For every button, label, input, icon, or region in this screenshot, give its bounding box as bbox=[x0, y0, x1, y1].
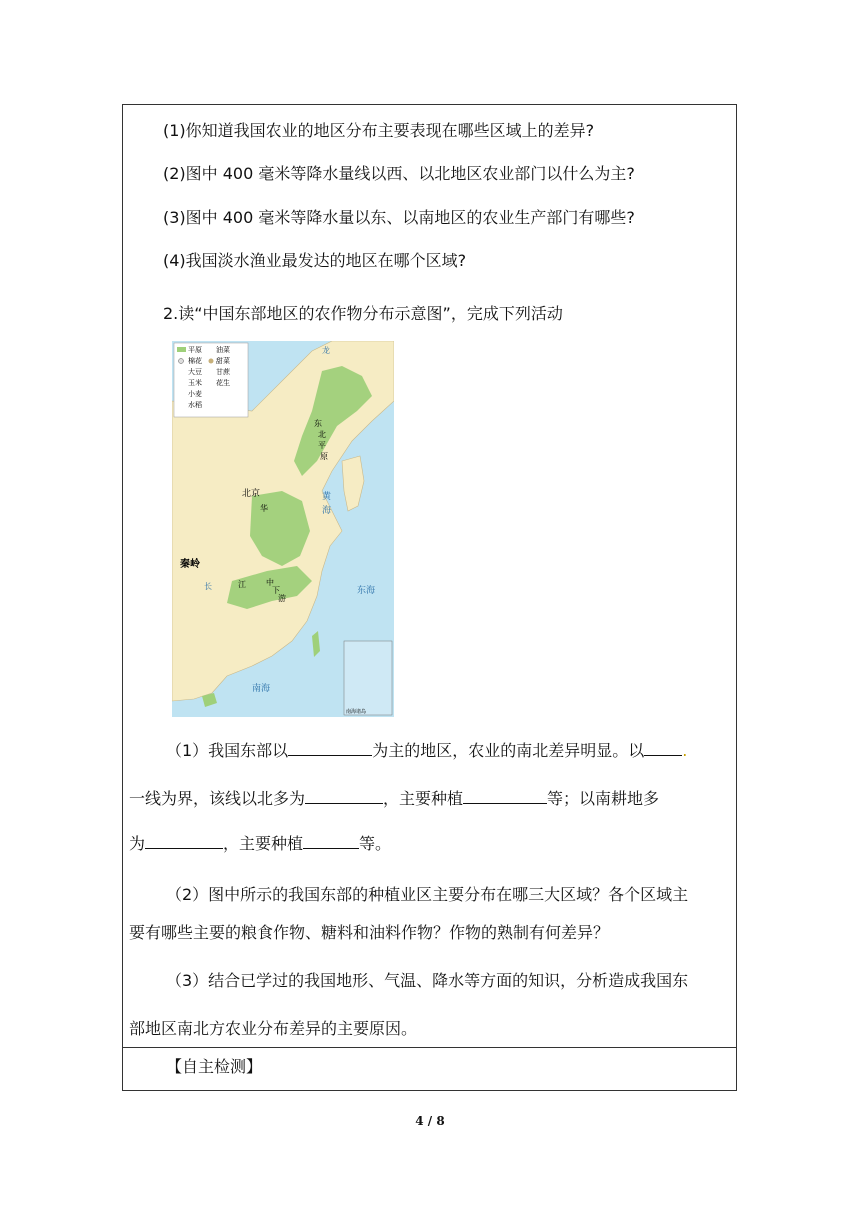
legend-soybean: 大豆 bbox=[188, 368, 202, 376]
activity-3-line-b: 部地区南北方农业分布差异的主要原因。 bbox=[129, 1019, 418, 1038]
label-inset: 南海诸岛 bbox=[346, 709, 367, 715]
label-long: 龙 bbox=[322, 346, 330, 355]
label-sea: 海 bbox=[322, 506, 332, 516]
crop-distribution-map bbox=[172, 341, 394, 717]
south-china-sea-inset bbox=[344, 641, 392, 715]
label-bei: 北 bbox=[318, 430, 326, 439]
activity-1a-mid: 为主的地区，农业的南北差异明显。以 bbox=[372, 741, 645, 760]
label-jiang: 江 bbox=[238, 580, 246, 589]
legend-plain-swatch bbox=[177, 347, 186, 352]
self-check-heading: 【自主检测】 bbox=[166, 1057, 263, 1076]
table-divider bbox=[123, 1047, 736, 1048]
legend-cotton: 棉花 bbox=[188, 357, 202, 365]
label-south-sea: 南海 bbox=[252, 684, 271, 694]
label-beijing: 北京 bbox=[242, 489, 261, 499]
activity-1b-mid: ，主要种植 bbox=[383, 789, 464, 808]
sugarbeet-icon bbox=[209, 359, 214, 364]
label-xia: 下 bbox=[272, 586, 280, 595]
activity-1-line-a bbox=[166, 739, 687, 761]
label-chang: 长 bbox=[204, 582, 212, 591]
activity-2-line-a: （2）图中所示的我国东部的种植业区主要分布在哪三大区域？各个区域主 bbox=[166, 885, 689, 904]
blank-5[interactable] bbox=[145, 832, 223, 849]
page-number: 4 / 8 bbox=[415, 1114, 445, 1128]
activity-2-line-b: 要有哪些主要的粮食作物、糖料和油料作物？作物的熟制有何差异？ bbox=[129, 923, 610, 942]
activity-1-line-c bbox=[129, 832, 391, 854]
activity-3-line-a: （3）结合已学过的我国地形、气温、降水等方面的知识，分析造成我国东 bbox=[166, 971, 689, 990]
question-2: (2)图中 400 毫米等降水量线以西、以北地区农业部门以什么为主? bbox=[163, 164, 635, 183]
label-zhong: 中 bbox=[266, 578, 274, 587]
label-yuan: 原 bbox=[320, 452, 328, 461]
blank-4[interactable] bbox=[463, 787, 547, 804]
blank-3[interactable] bbox=[305, 787, 383, 804]
activity-1c-text: 为 bbox=[129, 834, 146, 853]
question-4: (4)我国淡水渔业最发达的地区在哪个区域? bbox=[163, 251, 467, 270]
activity-1b-text: 一线为界，该线以北多为 bbox=[129, 789, 306, 808]
legend-box bbox=[174, 343, 248, 417]
legend-sugarbeet: 甜菜 bbox=[216, 357, 230, 365]
cotton-icon bbox=[179, 359, 184, 364]
content-table-frame bbox=[122, 104, 737, 1091]
legend-plain: 平原 bbox=[188, 346, 202, 354]
label-you: 游 bbox=[278, 594, 286, 603]
question-1: (1)你知道我国农业的地区分布主要表现在哪些区域上的差异? bbox=[163, 121, 595, 140]
legend-peanut: 花生 bbox=[216, 379, 230, 387]
activity-1a-dot: . bbox=[682, 741, 688, 760]
blank-2[interactable] bbox=[644, 739, 682, 756]
activity-1-line-b bbox=[129, 787, 659, 809]
legend-rapeseed: 油菜 bbox=[216, 346, 230, 354]
blank-6[interactable] bbox=[303, 832, 359, 849]
activity-1c-mid: ，主要种植 bbox=[223, 834, 304, 853]
legend-wheat: 小麦 bbox=[188, 390, 202, 398]
blank-1[interactable] bbox=[288, 739, 372, 756]
question-3: (3)图中 400 毫米等降水量以东、以南地区的农业生产部门有哪些? bbox=[163, 208, 635, 227]
task-2-heading: 2.读“中国东部地区的农作物分布示意图”，完成下列活动 bbox=[163, 304, 563, 323]
label-east-sea: 东海 bbox=[357, 586, 376, 596]
label-ping: 平 bbox=[318, 441, 326, 450]
activity-1a-text: （1）我国东部以 bbox=[166, 741, 289, 760]
legend-rice: 水稻 bbox=[188, 401, 202, 409]
label-hua: 华 bbox=[260, 504, 268, 513]
legend-sugarcane: 甘蔗 bbox=[216, 368, 230, 376]
label-qinling: 秦岭 bbox=[180, 559, 200, 570]
activity-1b-post: 等；以南耕地多 bbox=[547, 789, 660, 808]
label-dong: 东 bbox=[314, 419, 322, 428]
label-yellow: 黄 bbox=[322, 492, 332, 502]
activity-1c-post: 等。 bbox=[359, 834, 392, 853]
legend-corn: 玉米 bbox=[188, 379, 202, 387]
